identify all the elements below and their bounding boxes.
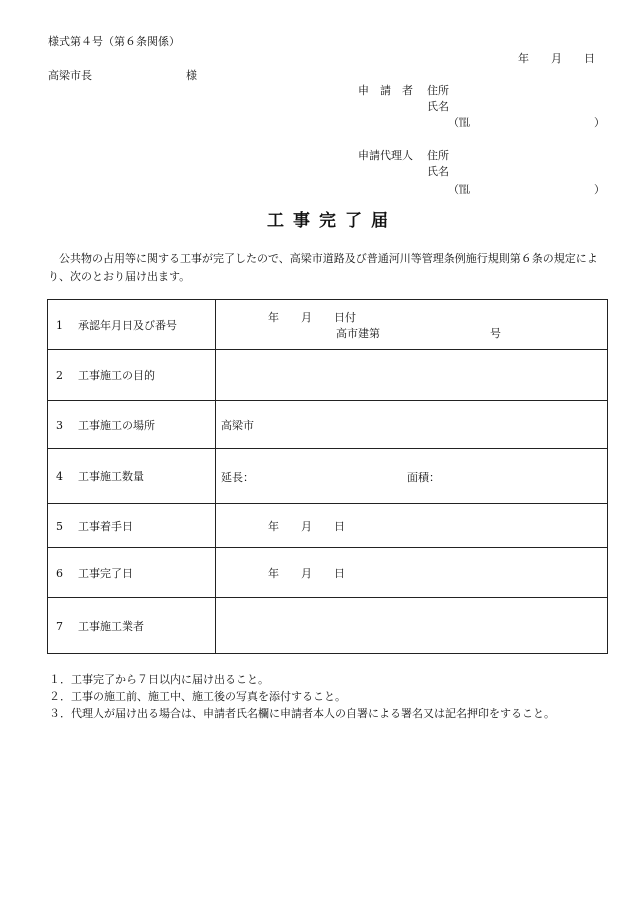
start-date-cell[interactable] — [216, 504, 608, 548]
table-row — [48, 598, 608, 654]
form-number: 様式第４号（第６条関係） — [48, 35, 180, 48]
approval-value-cell[interactable] — [216, 300, 608, 350]
applicant-address-label: 住所 — [427, 84, 449, 97]
row-label-text: 工事施工の場所 — [78, 418, 155, 432]
note-item: １．工事完了から７日以内に届け出ること。 — [49, 673, 269, 686]
agent-tel-close: ） — [594, 183, 605, 196]
approval-number: 高市建第 号 — [336, 327, 501, 340]
quantity-value-cell[interactable] — [216, 449, 608, 504]
row-label — [48, 504, 216, 548]
addressee-honorific: 様 — [186, 69, 197, 82]
table-row — [48, 300, 608, 350]
row-label — [48, 300, 216, 350]
addressee: 高梁市長 — [48, 69, 92, 82]
row-number: 3 — [56, 418, 63, 432]
agent-address-label: 住所 — [427, 149, 449, 162]
table-row — [48, 401, 608, 449]
row-label-text: 工事施工の目的 — [78, 369, 155, 382]
approval-date: 年 月 日付 — [268, 311, 356, 324]
location-value-cell[interactable] — [216, 401, 608, 449]
row-label — [48, 401, 216, 449]
length-label: 延長： — [221, 471, 254, 484]
completion-date-value: 年 月 日 — [268, 566, 345, 580]
row-label — [48, 598, 216, 654]
note-item: ２．工事の施工前、施工中、施工後の写真を添付すること。 — [49, 690, 346, 703]
row-label-text: 承認年月日及び番号 — [78, 318, 177, 332]
agent-tel-open: （℡ — [448, 183, 470, 196]
applicant-tel-open: （℡ — [448, 116, 470, 129]
completion-date-cell[interactable] — [216, 548, 608, 598]
intro-paragraph: 公共物の占用等に関する工事が完了したので、高梁市道路及び普通河川等管理条例施行規則第６条の規定により、次のとおり届け出ます。 — [48, 252, 598, 283]
agent-name-label: 氏名 — [427, 165, 449, 178]
applicant-role: 申 請 者 — [358, 84, 413, 97]
purpose-value-cell[interactable] — [216, 350, 608, 401]
table-row — [48, 350, 608, 401]
row-label-text: 工事施工数量 — [78, 470, 144, 483]
applicant-tel-close: ） — [594, 116, 605, 129]
row-label — [48, 449, 216, 504]
row-number: 4 — [56, 470, 63, 483]
table-row — [48, 548, 608, 598]
area-label: 面積： — [407, 471, 440, 484]
location-value: 高梁市 — [221, 418, 254, 432]
row-label — [48, 350, 216, 401]
table-row — [48, 449, 608, 504]
table-row — [48, 504, 608, 548]
contractor-value-cell[interactable] — [216, 598, 608, 654]
document-title: 工事完了届 — [267, 211, 397, 231]
row-number: 7 — [56, 619, 63, 633]
applicant-name-label: 氏名 — [427, 100, 449, 113]
row-number: 5 — [56, 519, 63, 533]
row-label-text: 工事施工業者 — [78, 619, 144, 633]
row-label-text: 工事着手日 — [78, 519, 133, 533]
row-label — [48, 548, 216, 598]
row-number: 2 — [56, 369, 63, 382]
row-label-text: 工事完了日 — [78, 566, 133, 580]
submission-date: 年 月 日 — [518, 52, 595, 65]
row-number: 1 — [56, 318, 63, 332]
row-number: 6 — [56, 566, 63, 580]
note-item: ３．代理人が届け出る場合は、申請者氏名欄に申請者本人の自署による署名又は記名押印をすること。 — [49, 707, 555, 720]
form-table — [47, 299, 608, 654]
start-date-value: 年 月 日 — [268, 519, 345, 533]
agent-role: 申請代理人 — [358, 149, 413, 162]
